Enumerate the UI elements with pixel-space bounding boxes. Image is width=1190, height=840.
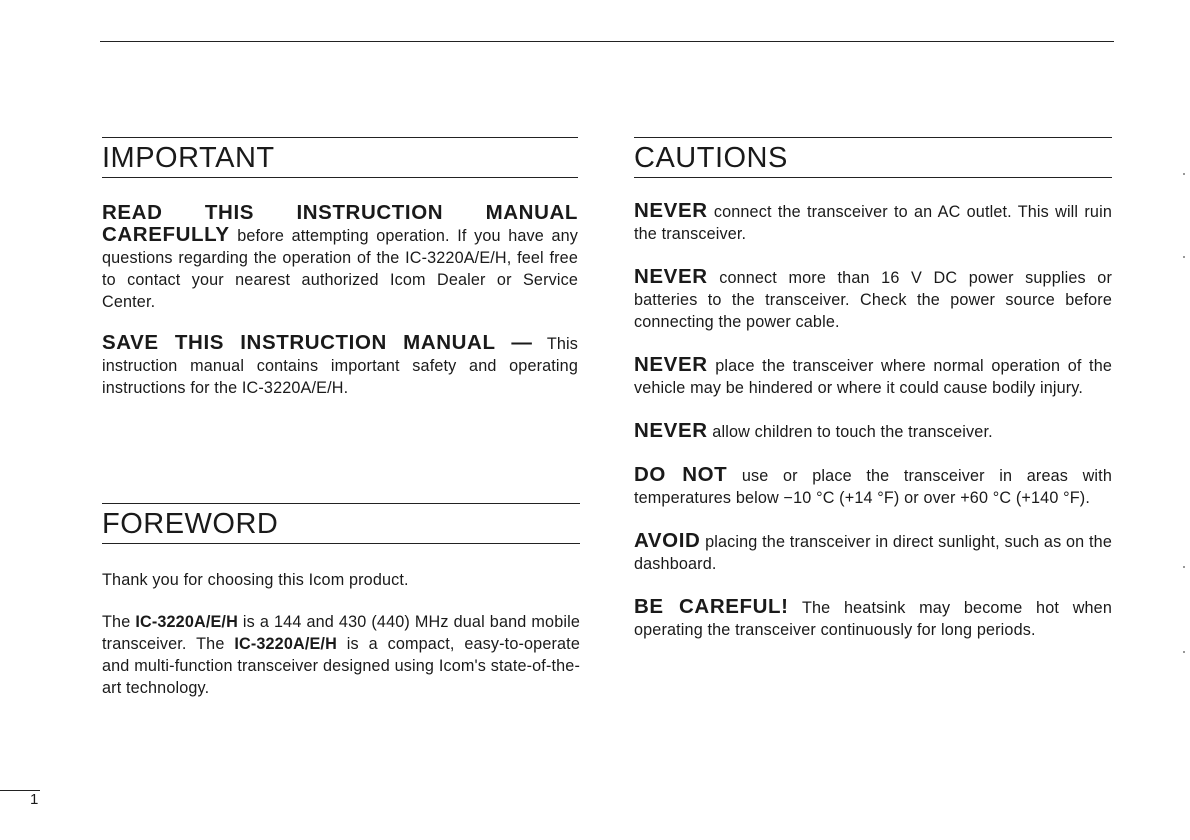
caution-item (634, 530, 1112, 575)
caution-lead: DO NOT (634, 463, 728, 486)
caution-lead: BE CAREFUL! (634, 595, 789, 618)
scan-speck (1183, 566, 1185, 568)
scan-speck (1183, 256, 1185, 258)
caution-item (634, 596, 1112, 641)
model-name: IC-3220A/E/H (234, 635, 337, 653)
save-manual-lead: SAVE THIS INSTRUCTION MANUAL — (102, 331, 533, 354)
model-name: IC-3220A/E/H (135, 613, 238, 631)
caution-lead: AVOID (634, 529, 701, 552)
important-section (102, 137, 578, 399)
read-manual-lead: READ THIS INSTRUCTION MANUAL (102, 201, 578, 224)
foreword-paragraph-1: Thank you for choosing this Icom product. (102, 571, 409, 589)
caution-text: The heatsink may become hot when operating the transceiver continuously for long periods. (634, 599, 1112, 639)
caution-lead: NEVER (634, 419, 708, 442)
cautions-heading: CAUTIONS (634, 137, 1112, 178)
caution-lead: NEVER (634, 199, 708, 222)
caution-lead: NEVER (634, 265, 708, 288)
important-paragraph-2 (102, 332, 578, 399)
caution-text: connect the transceiver to an AC outlet. This will ruin the transceiver. (634, 203, 1112, 243)
caution-text: connect more than 16 V DC power supplies or batteries to the transceiver. Check the power source before connecting the power cable. (634, 269, 1112, 331)
caution-lead: NEVER (634, 353, 708, 376)
page-number: 1 (30, 791, 39, 808)
caution-text: use or place the transceiver in areas with temperatures below −10 °C (+14 °F) or over +60 °C (+140 °F). (634, 467, 1112, 507)
important-paragraph-1-text: before attempting operation. If you have any questions regarding the operation of the IC-3220A/E/H, feel free to contact your nearest authorized Icom Dealer or Service Center. (102, 227, 578, 311)
carefully-lead: CAREFULLY (102, 223, 230, 246)
caution-text: allow children to touch the transceiver. (712, 423, 993, 441)
foreword-heading: FOREWORD (102, 503, 580, 544)
caution-item (634, 464, 1112, 509)
foreword-p2-middle: is a 144 and 430 (440) MHz dual band mobile transceiver. The (102, 613, 580, 653)
important-heading: IMPORTANT (102, 137, 578, 178)
foreword-paragraph-2 (102, 611, 580, 699)
foreword-p2-end: is a compact, easy-to-operate and multi-function transceiver designed using Icom's state-of-the-art technology. (102, 635, 580, 697)
caution-text: place the transceiver where normal operation of the vehicle may be hindered or where it could cause bodily injury. (634, 357, 1112, 397)
caution-text: placing the transceiver in direct sunlight, such as on the dashboard. (634, 533, 1112, 573)
cautions-section (634, 137, 1112, 641)
foreword-section (102, 503, 580, 699)
foreword-p2-start: The (102, 613, 131, 631)
scan-speck (1183, 173, 1185, 175)
top-rule (100, 41, 1114, 42)
caution-item (634, 420, 1112, 443)
caution-item (634, 266, 1112, 333)
important-paragraph-2-text: This instruction manual contains important safety and operating instructions for the IC-3220A/E/H. (102, 335, 579, 397)
caution-item (634, 200, 1112, 245)
caution-item (634, 354, 1112, 399)
scan-speck (1183, 651, 1185, 653)
important-paragraph-1 (102, 202, 578, 313)
